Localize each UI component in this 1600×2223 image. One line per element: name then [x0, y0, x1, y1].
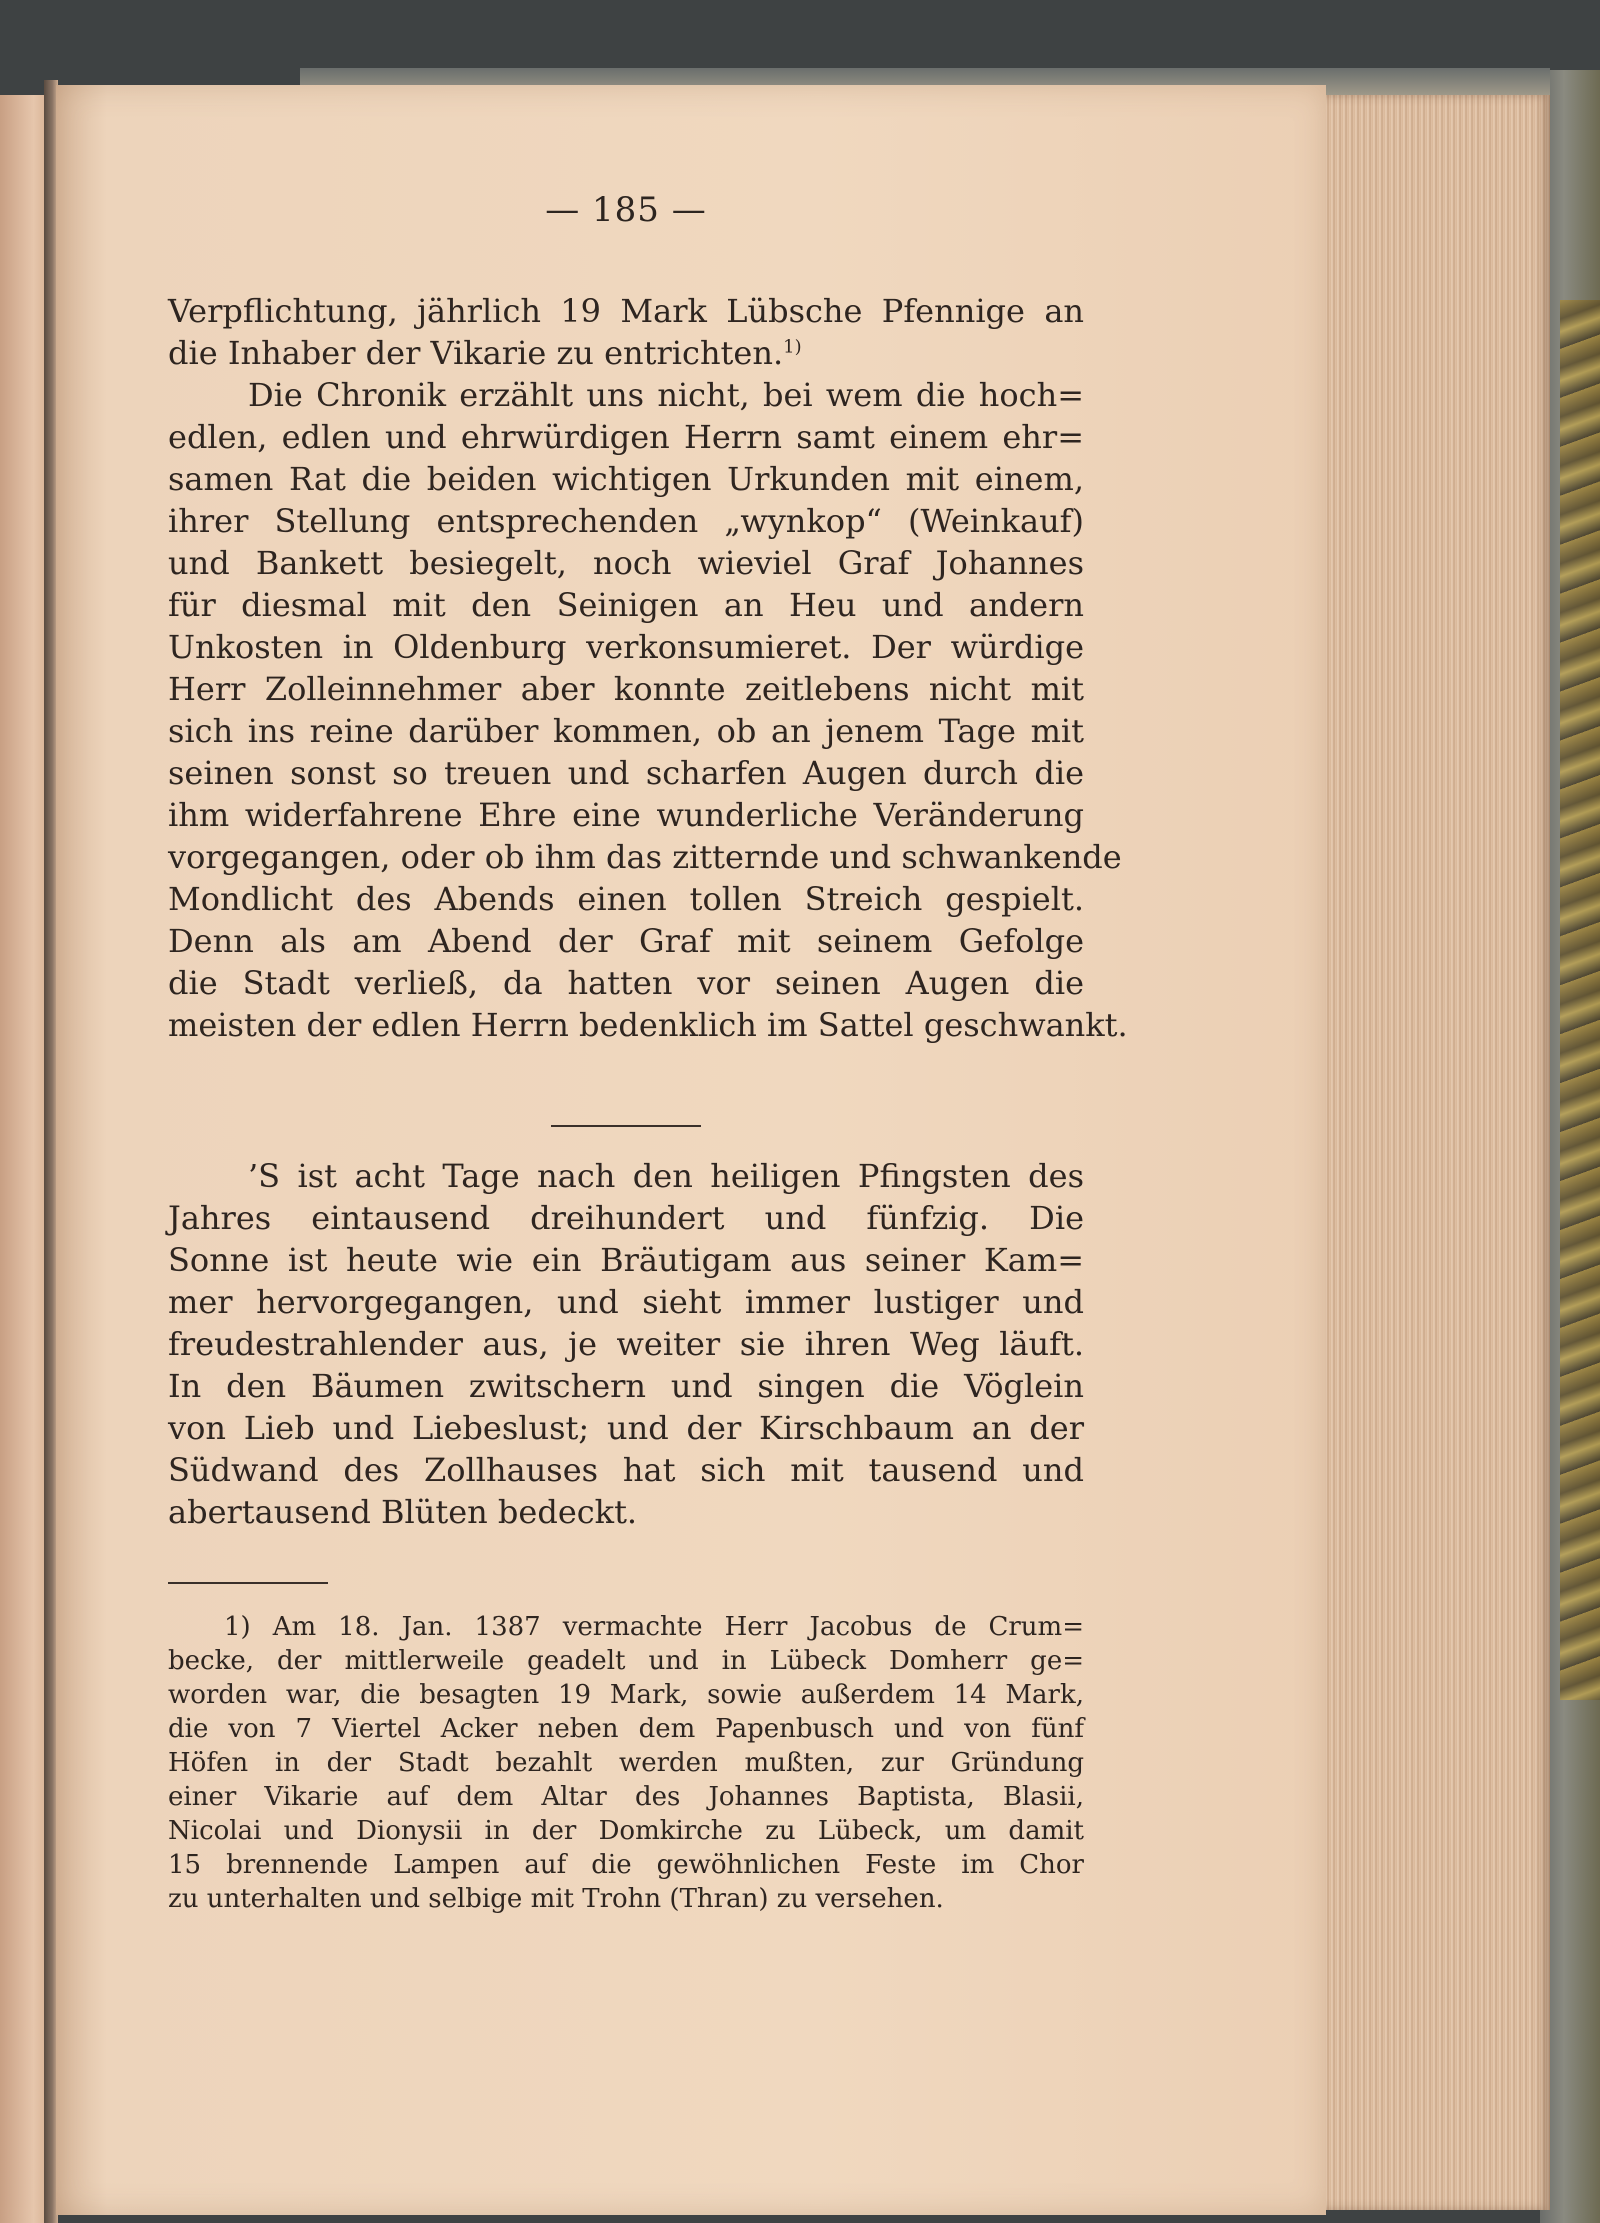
text-line: sich ins reine darüber kommen, ob an jenem Tage mit	[168, 712, 1084, 750]
text-line: vorgegangen, oder ob ihm das zitternde und schwankende	[168, 838, 1122, 876]
text-line: Sonne ist heute wie ein Bräutigam aus seiner Kam=	[168, 1241, 1084, 1279]
text-line: ihm widerfahrene Ehre eine wunderliche Veränderung	[168, 796, 1084, 834]
footnote-line: Höfen in der Stadt bezahlt werden mußten, zur Gründung	[168, 1748, 1084, 1778]
text-line: meisten der edlen Herrn bedenklich im Sattel geschwankt.	[168, 1006, 1128, 1044]
footnote-line: becke, der mittlerweile geadelt und in Lübeck Domherr ge=	[168, 1646, 1084, 1676]
text-line: ’S ist acht Tage nach den heiligen Pfingsten des	[248, 1157, 1084, 1195]
footnote-divider	[168, 1582, 328, 1584]
footnote-line: Nicolai und Dionysii in der Domkirche zu Lübeck, um damit	[168, 1816, 1084, 1846]
footnote-line: 15 brennende Lampen auf die gewöhnlichen Feste im Chor	[168, 1850, 1084, 1880]
text-line: und Bankett besiegelt, noch wieviel Graf Johannes	[168, 544, 1084, 582]
text-line: die Stadt verließ, da hatten vor seinen Augen die	[168, 964, 1084, 1002]
footnote-line: die von 7 Viertel Acker neben dem Papenbusch und von fünf	[168, 1714, 1084, 1744]
footnote-line: worden war, die besagten 19 Mark, sowie außerdem 14 Mark,	[168, 1680, 1084, 1710]
text-line: Denn als am Abend der Graf mit seinem Gefolge	[168, 922, 1084, 960]
marbled-endpaper	[1560, 300, 1600, 1700]
footnote-line: zu unterhalten und selbige mit Trohn (Thran) zu versehen.	[168, 1884, 944, 1914]
text-line: die Inhaber der Vikarie zu entrichten.$^{1)}$	[168, 334, 802, 372]
text-line: samen Rat die beiden wichtigen Urkunden mit einem,	[168, 460, 1084, 498]
facing-page-edge	[0, 95, 48, 2223]
text-line: seinen sonst so treuen und scharfen Augen durch die	[168, 754, 1084, 792]
text-line: für diesmal mit den Seinigen an Heu und andern	[168, 586, 1084, 624]
text-line: edlen, edlen und ehrwürdigen Herrn samt einem ehr=	[168, 418, 1084, 456]
page-number: — 185 —	[545, 190, 707, 230]
section-divider	[551, 1125, 701, 1127]
text-line: In den Bäumen zwitschern und singen die Vöglein	[168, 1367, 1084, 1405]
text-line: Jahres eintausend dreihundert und fünfzig. Die	[168, 1199, 1084, 1237]
text-line: Die Chronik erzählt uns nicht, bei wem die hoch=	[248, 376, 1084, 414]
footnote-line: einer Vikarie auf dem Altar des Johannes Baptista, Blasii,	[168, 1782, 1084, 1812]
text-line: abertausend Blüten bedeckt.	[168, 1493, 638, 1531]
text-line: Mondlicht des Abends einen tollen Streich gespielt.	[168, 880, 1084, 918]
text-line: von Lieb und Liebeslust; und der Kirschbaum an der	[168, 1409, 1084, 1447]
footnote-line: 1) Am 18. Jan. 1387 vermachte Herr Jacobus de Crum=	[224, 1612, 1084, 1642]
text-line: ihrer Stellung entsprechenden „wynkop“ (Weinkauf)	[168, 502, 1084, 540]
text-line: mer hervorgegangen, und sieht immer lustiger und	[168, 1283, 1084, 1321]
text-line: freudestrahlender aus, je weiter sie ihren Weg läuft.	[168, 1325, 1084, 1363]
text-line: Herr Zolleinnehmer aber konnte zeitlebens nicht mit	[168, 670, 1084, 708]
text-line: Verpflichtung, jährlich 19 Mark Lübsche Pfennige an	[168, 292, 1084, 330]
footnote-reference[interactable]: 1)	[783, 336, 802, 358]
text-line: Südwand des Zollhauses hat sich mit tausend und	[168, 1451, 1084, 1489]
text-line: Unkosten in Oldenburg verkonsumieret. Der würdige	[168, 628, 1084, 666]
page-stack-edges	[1318, 95, 1550, 2210]
